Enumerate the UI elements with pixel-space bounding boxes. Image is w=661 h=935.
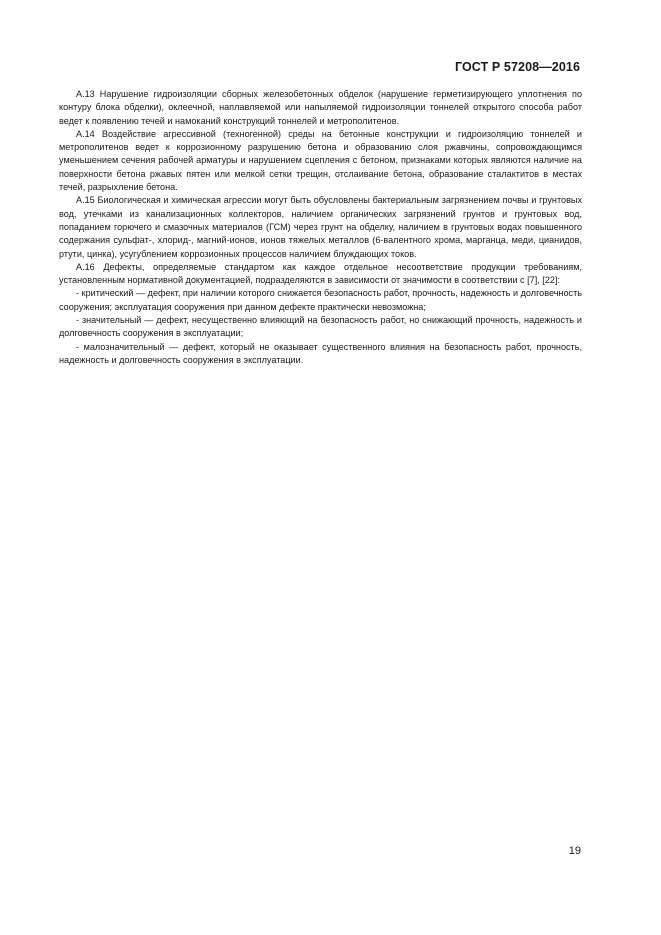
paragraph-a14: А.14 Воздействие агрессивной (техногенной) среды на бетонные конструкции и гидроизоляцию тоннелей и метрополитенов ведет к коррозионному разрушению бетона и образованию слоя ржавчины, сопровождающимся уменьшением сечения рабочей арматуры и нарушением сцепления с бетоном, признаками которых являются наличие на поверхности бетона ржавых пятен или мелкой сетки трещин, отслаивание бетона, образование сталактитов в местах течей, разрыхление бетона. [59,128,582,193]
standard-code-header: ГОСТ Р 57208—2016 [454,60,580,74]
paragraph-a16: А.16 Дефекты, определяемые стандартом как каждое отдельное несоответствие продукции требованиям, установленным нормативной документацией, подразделяются в зависимости от значимости в соответствии с [7], [22]: [59,261,582,286]
list-item-critical: - критический — дефект, при наличии которого снижается безопасность работ, прочность, надежность и долговечность сооружения; эксплуатация сооружения при данном дефекте практически невозможна; [59,288,582,312]
document-body [59,88,582,367]
list-item-significant: - значительный — дефект, несущественно влияющий на безопасность работ, но снижающий прочность, надежность и долговечность сооружения в эксплуатации; [59,315,582,339]
paragraph-a15: А.15 Биологическая и химическая агрессии могут быть обусловлены бактериальным загрязнением почвы и грунтовых вод, утечками из канализационных коллекторов, наличием органических загрязнений грунтов и грунтовых вод, попаданием горючего и смазочных материалов (ГСМ) через грунт на обделку, наличием в грунтовых водах повышенного содержания сульфат-, хлорид-, магний-ионов, ионов тяжелых металлов (6-валентного хрома, марганца, меди, цианидов, ртути, цинка), усугублением коррозионных процессов наличием блуждающих токов. [59,195,582,259]
list-item-minor: - малозначительный — дефект, который не оказывает существенного влияния на безопасность работ, прочность, надежность и долговечность сооружения в эксплуатации. [59,341,582,365]
page-number: 19 [568,845,581,857]
paragraph-a13: А.13 Нарушение гидроизоляции сборных железобетонных обделок (нарушение герметизирующего уплотнения по контуру блока обделки), оклеечной, наплавляемой или напыляемой гидроизоляции тоннелей открытого способа работ ведет к появлению течей и намоканий конструкций тоннелей и метрополитенов. [59,89,582,126]
